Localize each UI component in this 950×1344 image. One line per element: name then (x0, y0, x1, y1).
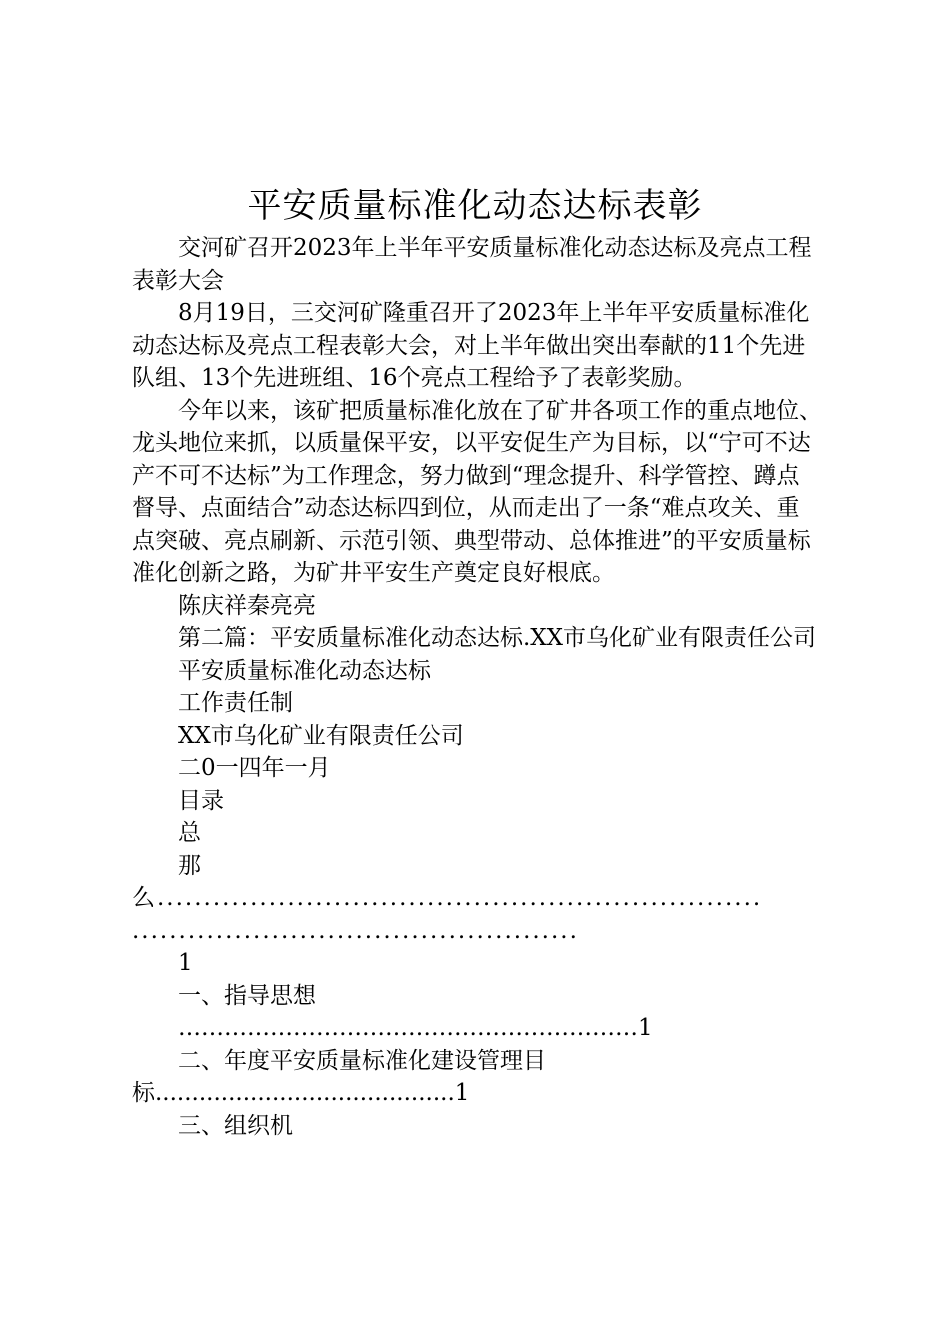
toc-entry-me-line-2: ................................................ (132, 917, 579, 944)
toc-entry-me-page: 1 (178, 950, 193, 976)
document-title: 平安质量标准化动态达标表彰 (247, 186, 703, 226)
toc-item-1-label: 一、指导思想 (178, 982, 316, 1009)
cover-title-line-2: 工作责任制 (178, 690, 293, 716)
document-body (132, 232, 822, 1142)
toc-entry-zong: 总 (178, 820, 201, 846)
toc-heading: 目录 (178, 787, 224, 814)
toc-item-2-leader: 标.........................................1 (132, 1080, 470, 1106)
toc-entry-na: 那 (178, 852, 201, 879)
paragraph-approach: 今年以来，该矿把质量标准化放在了矿井各项工作的重点地位、龙头地位来抓，以质量保平安，以平安促生产为目标，以“宁可不达产不可不达标”为工作理念，努力做到“理念提升、科学管控、蹲点督导、点面结合”动态达标四到位，从而走出了一条“难点攻关、重点突破、亮点刷新、示范引领、典型带动、总体推进”的平安质量标准化创新之路，为矿井平安生产奠定良好根底。 (132, 397, 822, 586)
toc-item-1-leader: ……………………………………………………1 (178, 1015, 653, 1041)
company-name: XX市乌化矿业有限责任公司 (178, 722, 464, 749)
second-part-heading: 第二篇：平安质量标准化动态达标.XX市乌化矿业有限责任公司 (178, 625, 817, 651)
toc-entry-me-line-1: 么................................................................. (132, 885, 763, 911)
document-date: 二0一四年一月 (178, 755, 331, 781)
toc-item-2-label: 二、年度平安质量标准化建设管理目 (178, 1047, 546, 1074)
news-subtitle: 交河矿召开2023年上半年平安质量标准化动态达标及亮点工程表彰大会 (132, 235, 812, 294)
cover-title-line-1: 平安质量标准化动态达标 (178, 657, 431, 684)
paragraph-award: 8月19日，三交河矿隆重召开了2023年上半年平安质量标准化动态达标及亮点工程表彰大会，对上半年做出突出奉献的11个先进队组、13个先进班组、16个亮点工程给予了表彰奖励。 (132, 300, 810, 391)
toc-item-3-label: 三、组织机 (178, 1112, 293, 1139)
author-line: 陈庆祥秦亮亮 (178, 592, 316, 619)
